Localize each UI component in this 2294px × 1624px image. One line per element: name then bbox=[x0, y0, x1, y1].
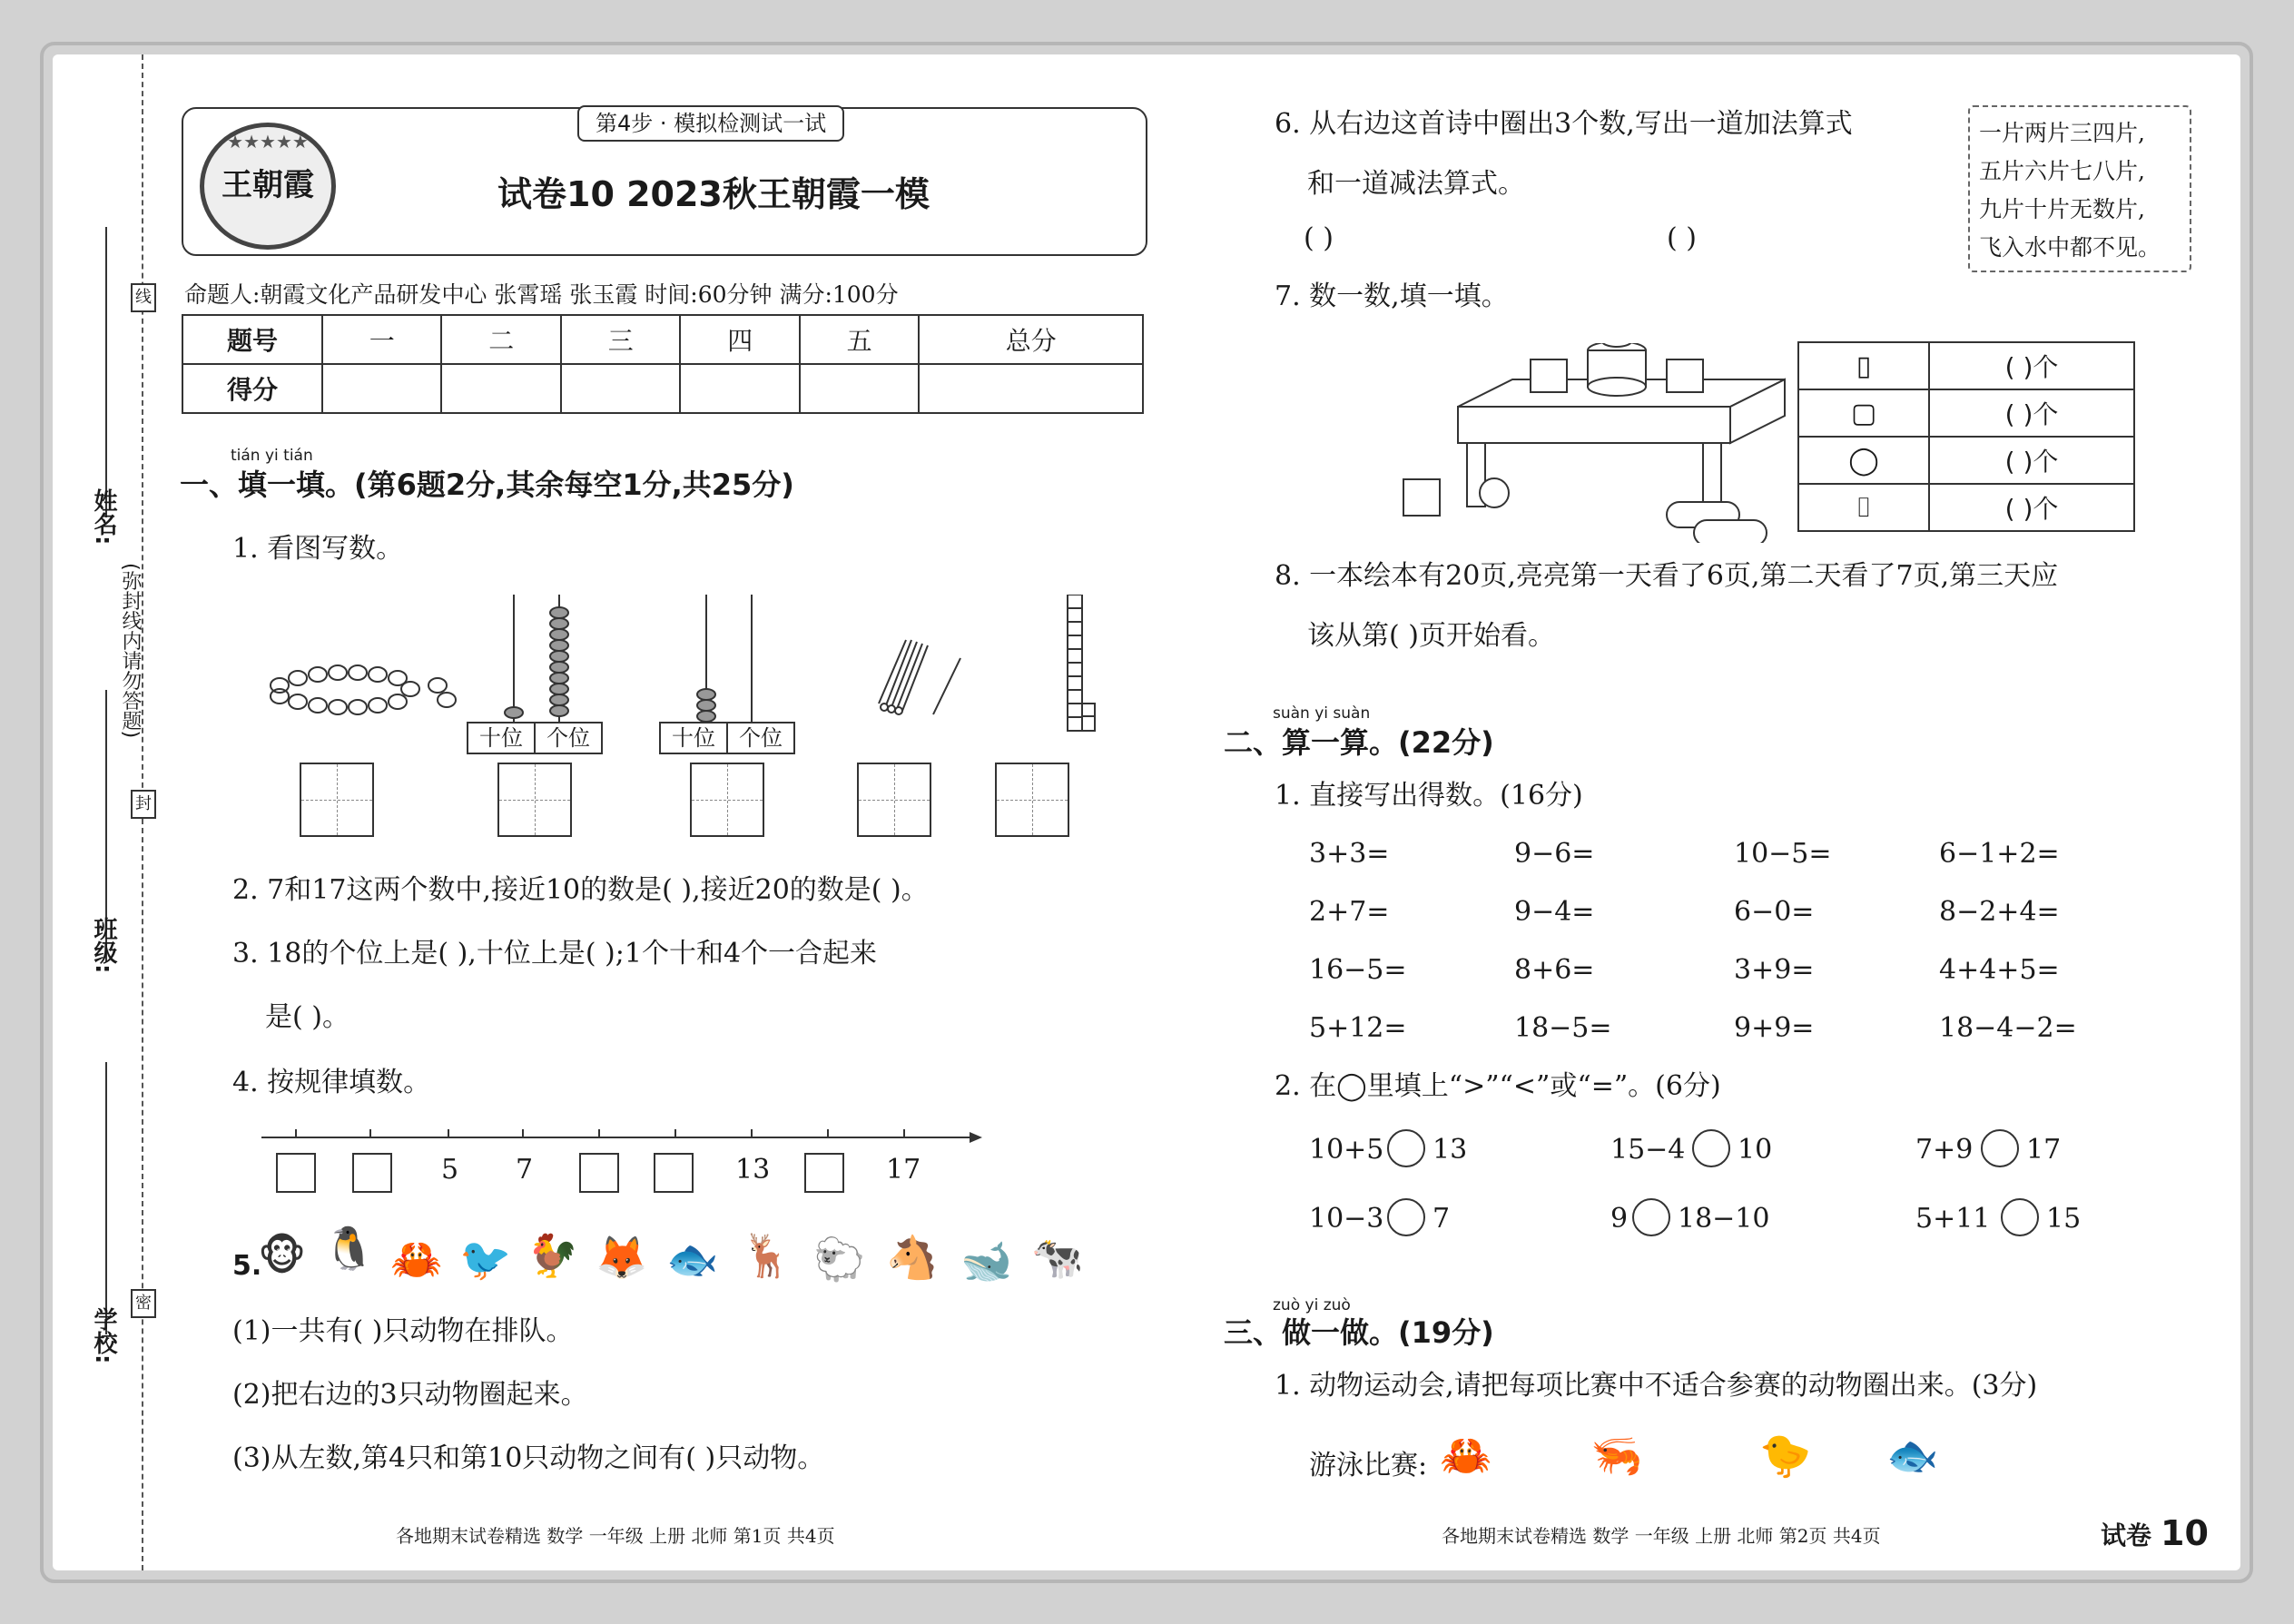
footer-tag: 试卷 bbox=[2101, 1521, 2152, 1550]
calc-item[interactable]: 8−2+4= bbox=[1939, 896, 2060, 928]
shrimp-icon[interactable]: 🦐 bbox=[1590, 1431, 1643, 1480]
binding-note: (弥封线内请勿答题) bbox=[119, 563, 142, 739]
calc-item[interactable]: 8+6= bbox=[1514, 954, 1595, 986]
calc-item[interactable]: 10−5= bbox=[1734, 838, 1832, 870]
cmp-left: 15−4 bbox=[1610, 1134, 1686, 1166]
logo-name: 王朝霞 bbox=[222, 167, 314, 203]
sec1-q8a: 8. 一本绘本有20页,亮亮第一天看了6页,第二天看了7页,第三天应 bbox=[1275, 560, 2059, 592]
tens-label: 十位 bbox=[468, 723, 536, 753]
score-input-cell[interactable] bbox=[800, 364, 919, 413]
calc-item[interactable]: 9−6= bbox=[1514, 838, 1595, 870]
calc-item[interactable]: 9−4= bbox=[1514, 896, 1595, 928]
class-label: 班级: bbox=[90, 917, 117, 974]
poem-line: 飞入水中都不见。 bbox=[1979, 234, 2161, 261]
compare-circle[interactable] bbox=[1387, 1129, 1425, 1167]
score-input-cell[interactable] bbox=[919, 364, 1143, 413]
swim-label: 游泳比赛: bbox=[1309, 1450, 1428, 1481]
score-table bbox=[182, 314, 1144, 414]
cmp-left: 9 bbox=[1610, 1203, 1629, 1235]
fish-icon[interactable]: 🐟 bbox=[1886, 1431, 1939, 1480]
abacus-2 bbox=[697, 595, 752, 722]
count-row bbox=[1798, 389, 2134, 437]
sec1-title: 一、填一填。(第6题2分,其余每空1分,共25分) bbox=[180, 468, 794, 502]
cube-tower bbox=[1068, 595, 1095, 731]
score-table-cell: 总分 bbox=[919, 315, 1143, 364]
cow-icon: 🐄 bbox=[1031, 1233, 1084, 1282]
sec1-q5-1: (1)一共有( )只动物在排队。 bbox=[232, 1315, 574, 1347]
cmp-left: 10−3 bbox=[1309, 1203, 1384, 1235]
cmp-right: 18−10 bbox=[1678, 1203, 1770, 1235]
place-value-label-1 bbox=[467, 722, 603, 754]
score-table-header-row bbox=[182, 315, 1143, 364]
answer-box[interactable] bbox=[690, 763, 764, 837]
crab-icon[interactable]: 🦀 bbox=[1440, 1431, 1492, 1480]
numberline-blank[interactable] bbox=[352, 1153, 392, 1193]
sec1-q3b: 是( )。 bbox=[265, 1001, 350, 1033]
count-answer[interactable]: ( )个 bbox=[1929, 437, 2134, 484]
sec2-q1: 1. 直接写出得数。(16分) bbox=[1275, 780, 1583, 812]
cmp-right: 17 bbox=[2026, 1134, 2062, 1166]
sec2-q2: 2. 在◯里填上“>”“<”或“=”。(6分) bbox=[1275, 1070, 1721, 1102]
sticks-bundle bbox=[879, 640, 960, 714]
numberline-blank[interactable] bbox=[804, 1153, 844, 1193]
deer-icon: 🦌 bbox=[741, 1231, 793, 1280]
count-table bbox=[1797, 341, 2135, 532]
numberline-value: 13 bbox=[735, 1154, 771, 1186]
name-line bbox=[105, 227, 107, 517]
numberline-value: 17 bbox=[886, 1154, 921, 1186]
sec1-q8b: 该从第( )页开始看。 bbox=[1307, 620, 1555, 652]
calc-item[interactable]: 6−0= bbox=[1734, 896, 1815, 928]
whale-icon: 🐋 bbox=[960, 1236, 1013, 1285]
score-table-cell: 二 bbox=[441, 315, 560, 364]
block-structure bbox=[1394, 343, 1812, 543]
cmp-right: 7 bbox=[1433, 1203, 1451, 1235]
sec3-pinyin: zuò yi zuò bbox=[1273, 1296, 1351, 1314]
count-row bbox=[1798, 437, 2134, 484]
compare-circle[interactable] bbox=[1632, 1198, 1670, 1236]
rooster-icon: 🐓 bbox=[527, 1231, 579, 1280]
cmp-right: 13 bbox=[1433, 1134, 1468, 1166]
sphere-icon: ◯ bbox=[1798, 437, 1929, 484]
sec1-q6a: 6. 从右边这首诗中圈出3个数,写出一道加法算式 bbox=[1275, 108, 1853, 140]
sec1-q5-3: (3)从左数,第4只和第10只动物之间有( )只动物。 bbox=[232, 1442, 825, 1474]
score-table-cell: 题号 bbox=[182, 315, 322, 364]
sec1-pinyin: tián yi tián bbox=[231, 447, 313, 465]
cylinder-icon: ⌷ bbox=[1798, 484, 1929, 531]
score-input-cell[interactable] bbox=[680, 364, 799, 413]
footer-right: 各地期末试卷精选 数学 一年级 上册 北师 第2页 共4页 bbox=[1442, 1525, 1881, 1547]
calc-item[interactable]: 4+4+5= bbox=[1939, 954, 2060, 986]
ones-label: 个位 bbox=[546, 725, 590, 751]
exam-sheet bbox=[53, 54, 2240, 1570]
exam-meta: 命题人:朝霞文化产品研发中心 张霄瑶 张玉霞 时间:60分钟 满分:100分 bbox=[184, 281, 899, 308]
calc-item[interactable]: 16−5= bbox=[1309, 954, 1407, 986]
tens-label: 十位 bbox=[661, 723, 728, 753]
ones-label: 个位 bbox=[739, 725, 783, 751]
sec1-q1: 1. 看图写数。 bbox=[232, 533, 404, 565]
calc-item[interactable]: 6−1+2= bbox=[1939, 838, 2060, 870]
number-line bbox=[261, 1126, 988, 1153]
compare-circle[interactable] bbox=[1692, 1129, 1730, 1167]
answer-box[interactable] bbox=[497, 763, 572, 837]
cmp-left: 7+9 bbox=[1915, 1134, 1974, 1166]
count-answer[interactable]: ( )个 bbox=[1929, 342, 2134, 389]
poem-line: 一片两片三四片, bbox=[1979, 120, 2145, 146]
sec1-q5-2: (2)把右边的3只动物圈起来。 bbox=[232, 1379, 588, 1411]
q6-blank-addition[interactable]: ( ) bbox=[1304, 222, 1334, 254]
sec2-title: 二、算一算。(22分) bbox=[1224, 725, 1494, 760]
sec2-pinyin: suàn yi suàn bbox=[1273, 704, 1371, 723]
count-answer[interactable]: ( )个 bbox=[1929, 484, 2134, 531]
score-table-score-row bbox=[182, 364, 1143, 413]
cmp-right: 10 bbox=[1738, 1134, 1773, 1166]
step-badge: 第4步 · 模拟检测试一试 bbox=[577, 105, 844, 142]
score-input-cell[interactable] bbox=[322, 364, 441, 413]
sec3-q1: 1. 动物运动会,请把每项比赛中不适合参赛的动物圈出来。(3分) bbox=[1275, 1370, 2038, 1402]
score-table-cell: 一 bbox=[322, 315, 441, 364]
calc-item[interactable]: 3+3= bbox=[1309, 838, 1390, 870]
compare-circle[interactable] bbox=[1981, 1129, 2019, 1167]
sheep-icon: 🐑 bbox=[813, 1235, 866, 1284]
score-table-cell: 四 bbox=[680, 315, 799, 364]
binding-mark-top: 线 bbox=[131, 283, 156, 312]
numberline-value: 5 bbox=[441, 1154, 459, 1186]
calc-item[interactable]: 2+7= bbox=[1309, 896, 1390, 928]
fish-icon: 🐟 bbox=[666, 1235, 719, 1284]
star-row: ★★★★★ bbox=[227, 131, 309, 153]
score-input-cell[interactable] bbox=[561, 364, 680, 413]
chick-icon[interactable]: 🐤 bbox=[1759, 1431, 1812, 1480]
sec1-q7: 7. 数一数,填一填。 bbox=[1275, 281, 1509, 312]
brand-logo bbox=[200, 123, 336, 250]
school-label: 学校: bbox=[90, 1307, 117, 1364]
calc-item[interactable]: 18−5= bbox=[1514, 1012, 1612, 1044]
q6-blank-subtraction[interactable]: ( ) bbox=[1667, 222, 1697, 254]
score-input-cell[interactable] bbox=[441, 364, 560, 413]
score-table-cell: 得分 bbox=[182, 364, 322, 413]
bird-icon: 🐦 bbox=[459, 1235, 512, 1284]
cuboid-icon: ▯ bbox=[1798, 342, 1929, 389]
binding-mark-mid: 封 bbox=[131, 790, 156, 819]
fox-icon: 🦊 bbox=[596, 1233, 648, 1282]
calc-item[interactable]: 18−4−2= bbox=[1939, 1012, 2077, 1044]
crab-icon: 🦀 bbox=[390, 1235, 443, 1284]
poem-line: 九片十片无数片, bbox=[1979, 196, 2145, 222]
cmp-left: 10+5 bbox=[1309, 1134, 1384, 1166]
sec3-title: 三、做一做。(19分) bbox=[1224, 1315, 1494, 1350]
name-label: 姓名: bbox=[90, 488, 117, 546]
numberline-blank[interactable] bbox=[654, 1153, 694, 1193]
monkey-icon: 🐵 bbox=[258, 1231, 307, 1280]
sec1-q2: 2. 7和17这两个数中,接近10的数是( ),接近20的数是( )。 bbox=[232, 874, 929, 906]
penguin-icon: 🐧 bbox=[323, 1224, 376, 1273]
count-row bbox=[1798, 342, 2134, 389]
poem-line: 五片六片七八片, bbox=[1979, 158, 2145, 184]
sec1-q3a: 3. 18的个位上是( ),十位上是( );1个十和4个一合起来 bbox=[232, 938, 878, 969]
cube-icon: ▢ bbox=[1798, 389, 1929, 437]
footer-left: 各地期末试卷精选 数学 一年级 上册 北师 第1页 共4页 bbox=[396, 1525, 835, 1547]
score-table-cell: 五 bbox=[800, 315, 919, 364]
footer-tag-num: 10 bbox=[2161, 1513, 2209, 1553]
sec1-q6b: 和一道减法算式。 bbox=[1307, 168, 1525, 200]
count-answer[interactable]: ( )个 bbox=[1929, 389, 2134, 437]
cmp-right: 15 bbox=[2046, 1203, 2082, 1235]
count-row bbox=[1798, 484, 2134, 531]
numberline-blank[interactable] bbox=[276, 1153, 316, 1193]
calc-item[interactable]: 9+9= bbox=[1734, 1012, 1815, 1044]
exam-title: 试卷10 2023秋王朝霞一模 bbox=[497, 174, 930, 214]
answer-box[interactable] bbox=[300, 763, 374, 837]
sec1-q4: 4. 按规律填数。 bbox=[232, 1067, 431, 1098]
answer-box[interactable] bbox=[995, 763, 1069, 837]
poem-box bbox=[1968, 105, 2191, 272]
numberline-value: 7 bbox=[516, 1154, 534, 1186]
horse-icon: 🐴 bbox=[886, 1233, 939, 1282]
sec1-q5: 5. bbox=[232, 1250, 262, 1282]
numberline-blank[interactable] bbox=[579, 1153, 619, 1193]
compare-circle[interactable] bbox=[1387, 1198, 1425, 1236]
answer-box[interactable] bbox=[857, 763, 931, 837]
calc-item[interactable]: 3+9= bbox=[1734, 954, 1815, 986]
school-line bbox=[105, 1062, 107, 1334]
binding-mark-bottom: 密 bbox=[131, 1289, 156, 1318]
abacus-1 bbox=[505, 595, 568, 722]
place-value-label-2 bbox=[659, 722, 795, 754]
score-table-cell: 三 bbox=[561, 315, 680, 364]
cmp-left: 5+11 bbox=[1915, 1203, 1991, 1235]
bead-ring bbox=[271, 665, 456, 714]
compare-circle[interactable] bbox=[2001, 1198, 2039, 1236]
calc-item[interactable]: 5+12= bbox=[1309, 1012, 1407, 1044]
